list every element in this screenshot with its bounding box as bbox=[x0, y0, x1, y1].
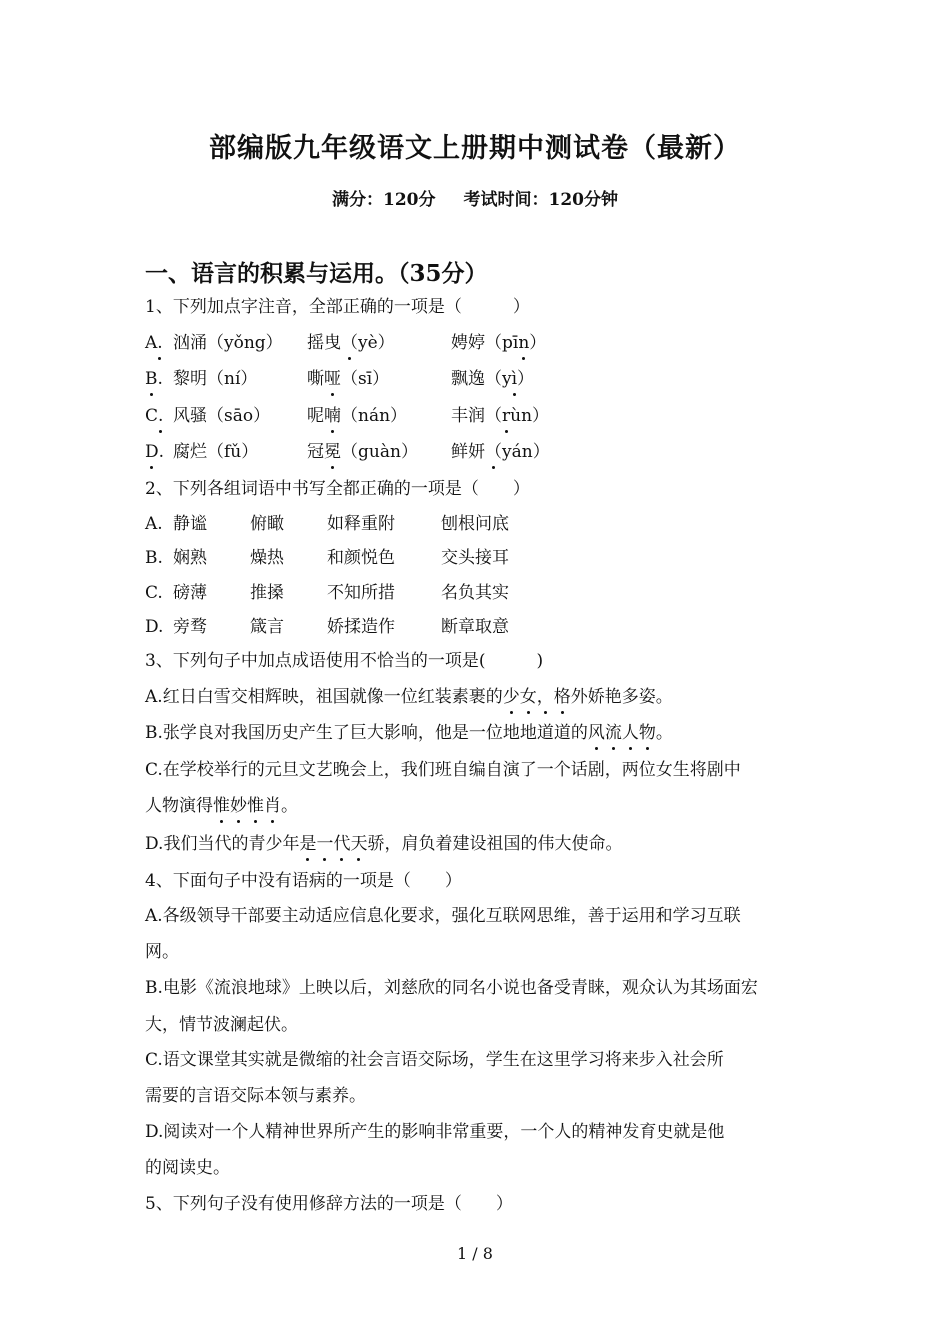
question-4-option-d: D.阅读对一个人精神世界所产生的影响非常重要，一个人的精神发育史就是他 bbox=[145, 1122, 725, 1142]
emphasis-char: D bbox=[145, 442, 159, 462]
emphasis-char: 流 bbox=[604, 723, 622, 743]
question-3-option-d: D.我们当代的青少年是一代天骄，肩负着建设祖国的伟大使命。 bbox=[145, 834, 623, 854]
question-3-option-b: B.张学良对我国历史产生了巨大影响，他是一位地地道道的风流人物。 bbox=[145, 723, 673, 743]
emphasis-char: B bbox=[145, 369, 158, 389]
page-number: 1 / 8 bbox=[457, 1244, 493, 1263]
question-4-option-b: B.电影《流浪地球》上映以后，刘慈欣的同名小说也备受青睐，观众认为其场面宏 bbox=[145, 978, 758, 998]
question-2-option-a: A. 静谧 俯瞰 如释重附 刨根问底 bbox=[145, 514, 509, 534]
question-2-option-c: C. 磅薄 推搡 不知所措 名负其实 bbox=[145, 583, 509, 603]
question-1-option-d: D. 腐烂（fǔ） 冠冕（guàn） 鲜妍（yán） bbox=[145, 442, 550, 462]
emphasis-char: 风 bbox=[587, 723, 605, 743]
emphasis-char: n bbox=[518, 333, 530, 353]
question-1-stem: 1、下列加点字注音，全部正确的一项是（ ） bbox=[145, 297, 530, 317]
question-3-option-c-cont: 人物演得惟妙惟肖。 bbox=[145, 796, 298, 816]
question-4-option-a: A.各级领导干部要主动适应信息化要求，强化互联网思维，善于运用和学习互联 bbox=[145, 906, 741, 926]
emphasis-char: 格 bbox=[553, 687, 571, 707]
exam-time: 考试时间：120分钟 bbox=[463, 190, 618, 210]
emphasis-char: 冕 bbox=[324, 442, 341, 462]
emphasis-char: 女 bbox=[519, 687, 537, 707]
question-2-option-d: D. 旁骛 箴言 娇揉造作 断章取意 bbox=[145, 617, 509, 637]
question-3-option-c: C.在学校举行的元旦文艺晚会上，我们班自编自演了一个话剧，两位女生将剧中 bbox=[145, 760, 741, 780]
emphasis-char: . bbox=[158, 406, 164, 426]
emphasis-char: 代 bbox=[333, 834, 351, 854]
emphasis-char: 少 bbox=[502, 687, 520, 707]
question-4-option-c-cont: 需要的言语交际本领与素养。 bbox=[145, 1086, 366, 1106]
question-4-option-b-cont: 大，情节波澜起伏。 bbox=[145, 1015, 298, 1035]
question-2-option-b: B. 娴熟 燥热 和颜悦色 交头接耳 bbox=[145, 548, 509, 568]
emphasis-char: 喃 bbox=[324, 406, 341, 426]
page-title: 部编版九年级语文上册期中测试卷（最新） bbox=[209, 133, 741, 164]
section-heading: 一、语言的积累与运用。（35分） bbox=[145, 260, 488, 287]
question-4-option-a-cont: 网。 bbox=[145, 942, 179, 962]
emphasis-char: ， bbox=[536, 687, 554, 707]
question-1-option-a: A. 汹涌（yǒng） 摇曳（yè） 娉婷（pīn） bbox=[145, 333, 547, 353]
emphasis-char: r bbox=[502, 406, 511, 426]
question-1-option-c: C. 风骚（sāo） 呢喃（nán） 丰润（rùn） bbox=[145, 406, 550, 426]
question-4-option-c: C.语文课堂其实就是微缩的社会言语交际场，学生在这里学习将来步入社会所 bbox=[145, 1050, 724, 1070]
emphasis-char: ì bbox=[511, 369, 518, 389]
question-5-stem: 5、下列句子没有使用修辞方法的一项是（ ） bbox=[145, 1194, 513, 1214]
emphasis-char: 人 bbox=[621, 723, 639, 743]
emphasis-char: 惟 bbox=[247, 796, 264, 816]
emphasis-char: （ bbox=[341, 333, 358, 353]
emphasis-char: . bbox=[157, 333, 163, 353]
emphasis-char: 是 bbox=[299, 834, 317, 854]
emphasis-char: 哑 bbox=[324, 369, 341, 389]
full-score: 满分：120分 bbox=[332, 190, 436, 210]
question-4-stem: 4、下面句子中没有语病的一项是（ ） bbox=[145, 871, 462, 891]
question-4-option-d-cont: 的阅读史。 bbox=[145, 1158, 230, 1178]
emphasis-char: （ bbox=[485, 442, 502, 462]
question-3-stem: 3、下列句子中加点成语使用不恰当的一项是( ) bbox=[145, 651, 544, 671]
question-2-stem: 2、下列各组词语中书写全都正确的一项是（ ） bbox=[145, 479, 530, 499]
emphasis-char: 一 bbox=[316, 834, 334, 854]
question-1-option-b: B. 黎明（ní） 嘶哑（sī） 飘逸（yì） bbox=[145, 369, 535, 389]
emphasis-char: 天 bbox=[350, 834, 368, 854]
emphasis-char: 惟 bbox=[213, 796, 230, 816]
emphasis-char: 肖 bbox=[264, 796, 281, 816]
question-3-option-a: A.红日白雪交相辉映，祖国就像一位红装素裹的少女，格外娇艳多姿。 bbox=[145, 687, 673, 707]
emphasis-char: 妙 bbox=[230, 796, 247, 816]
emphasis-char: 物 bbox=[638, 723, 656, 743]
exam-info bbox=[0, 185, 950, 210]
